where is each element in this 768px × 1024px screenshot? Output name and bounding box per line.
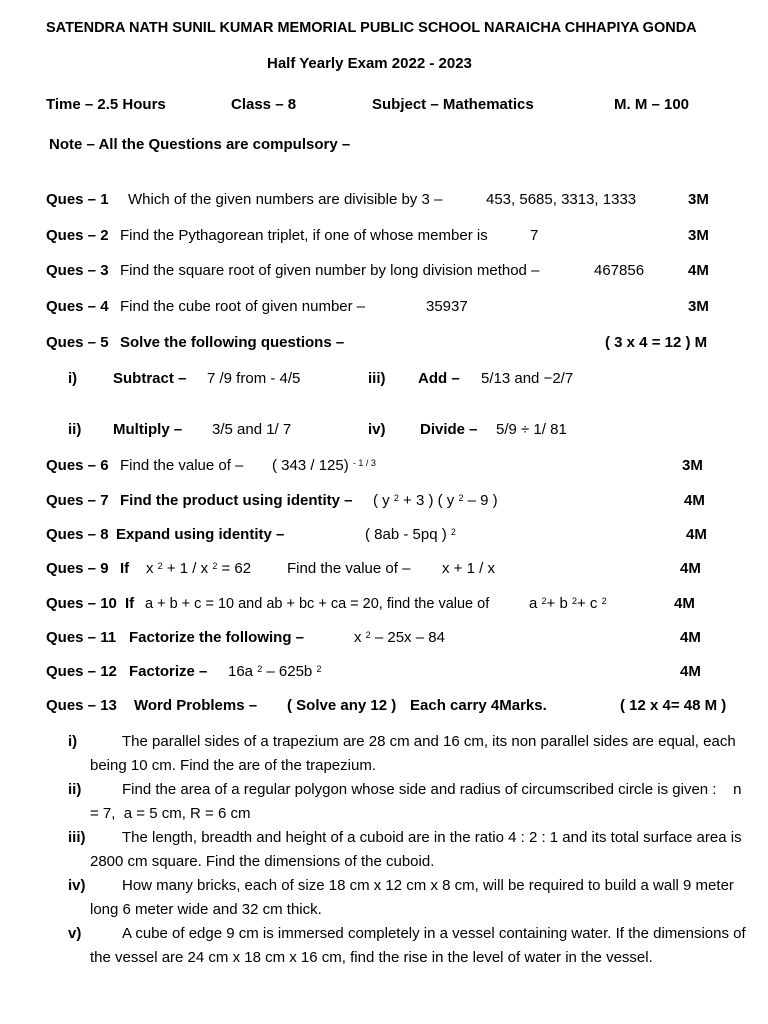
max-marks: M. M – 100 bbox=[614, 96, 690, 113]
q7-sq2: 2 bbox=[458, 493, 464, 503]
q1-marks: 3M bbox=[688, 191, 709, 208]
q9-label: Ques – 9 bbox=[46, 560, 109, 577]
q9-text: Find the value of – bbox=[287, 560, 411, 577]
school-name: SATENDRA NATH SUNIL KUMAR MEMORIAL PUBLIC SCHOOL NARAICHA CHHAPIYA GONDA bbox=[46, 20, 697, 36]
q13-choice: ( Solve any 12 ) bbox=[287, 697, 397, 714]
q5-marks: ( 3 x 4 = 12 ) M bbox=[605, 334, 708, 351]
q5-text: Solve the following questions – bbox=[120, 334, 345, 351]
q6-label: Ques – 6 bbox=[46, 457, 109, 474]
q11-label: Ques – 11 bbox=[46, 629, 117, 646]
exam-class: Class – 8 bbox=[231, 96, 297, 113]
q11-rest: – 25x – 84 bbox=[370, 629, 445, 646]
q7-y1: ( y bbox=[373, 492, 390, 509]
q8-expr: ( 8ab - 5pq ) bbox=[365, 526, 447, 543]
q10-sq2: 2 bbox=[571, 596, 577, 606]
q9-expression bbox=[146, 560, 251, 578]
q2-data: 7 bbox=[530, 227, 539, 244]
q1-data: 453, 5685, 3313, 1333 bbox=[486, 191, 637, 208]
q3-text: Find the square root of given number by long division method – bbox=[120, 262, 540, 279]
q5-part-ii-expr: 3/5 and 1/ 7 bbox=[212, 421, 292, 438]
q11-marks: 4M bbox=[680, 629, 701, 646]
q10-label: Ques – 10 bbox=[46, 595, 117, 612]
q6-marks: 3M bbox=[682, 457, 703, 474]
q9-sq2: 2 bbox=[212, 561, 218, 571]
wp-5-text: A cube of edge 9 cm is immersed completely in a vessel containing water. If the dimensions of the vessel are 24 cm x 18 cm x 16 cm, find the rise in the level of water in the vessel. bbox=[90, 925, 746, 966]
q11-x: x bbox=[354, 629, 362, 646]
q2-marks: 3M bbox=[688, 227, 709, 244]
q5-part-ii-num: ii) bbox=[68, 421, 82, 438]
q3-label: Ques – 3 bbox=[46, 262, 109, 279]
q12-sq1: 2 bbox=[257, 664, 263, 674]
q5-part-iv-op: Divide – bbox=[420, 421, 478, 438]
q1-label: Ques – 1 bbox=[46, 191, 109, 208]
wp-4-text: How many bricks, each of size 18 cm x 12 cm x 8 cm, will be required to build a wall 9 meter long 6 meter wide and 32 cm thick. bbox=[90, 877, 734, 918]
q7-part2: – 9 ) bbox=[463, 492, 498, 509]
q5-part-iv-expr: 5/9 ÷ 1/ 81 bbox=[496, 421, 567, 438]
q7-marks: 4M bbox=[684, 492, 705, 509]
q5-label: Ques – 5 bbox=[46, 334, 109, 351]
q12-a: 16a bbox=[228, 663, 254, 680]
q8-label: Ques – 8 bbox=[46, 526, 109, 543]
q7-sq1: 2 bbox=[393, 493, 399, 503]
wp-1-text: The parallel sides of a trapezium are 28 cm and 16 cm, its non parallel sides are equal, each being 10 cm. Find the are of the trapezium. bbox=[90, 733, 736, 774]
q9-part2: + 1 / x bbox=[162, 560, 209, 577]
q9-x: x bbox=[146, 560, 154, 577]
q2-text: Find the Pythagorean triplet, if one of whose member is bbox=[120, 227, 488, 244]
q1-text: Which of the given numbers are divisible by 3 – bbox=[128, 191, 443, 208]
wp-3-text: The length, breadth and height of a cuboid are in the ratio 4 : 2 : 1 and its total surface area is 2800 cm square. Find the dimensions of the cuboid. bbox=[90, 829, 742, 870]
q12-marks: 4M bbox=[680, 663, 701, 680]
wp-1-num: i) bbox=[68, 733, 78, 750]
q13-marks: ( 12 x 4= 48 M ) bbox=[620, 697, 727, 714]
q11-text: Factorize the following – bbox=[129, 629, 305, 646]
q10-marks: 4M bbox=[674, 595, 695, 612]
q4-data: 35937 bbox=[426, 298, 468, 315]
wp-3-num: iii) bbox=[68, 829, 86, 846]
q9-if: If bbox=[120, 560, 130, 577]
q10-if: If bbox=[125, 595, 135, 612]
q5-part-i-op: Subtract – bbox=[113, 370, 187, 387]
q2-label: Ques – 2 bbox=[46, 227, 109, 244]
q3-marks: 4M bbox=[688, 262, 709, 279]
q11-sq: 2 bbox=[365, 630, 371, 640]
note: Note – All the Questions are compulsory – bbox=[49, 136, 351, 153]
q7-label: Ques – 7 bbox=[46, 492, 109, 509]
q9-sq1: 2 bbox=[157, 561, 163, 571]
q6-base: ( 343 / 125) bbox=[272, 457, 349, 474]
wp-2-text: Find the area of a regular polygon whose side and radius of circumscribed circle is given : n = 7, a = 5 cm, R = 6 cm bbox=[90, 781, 746, 822]
wp-4-num: iv) bbox=[68, 877, 86, 894]
q7-expression bbox=[373, 492, 498, 510]
q5-part-iv-num: iv) bbox=[368, 421, 386, 438]
q5-part-iii-expr: 5/13 and −2/7 bbox=[481, 370, 574, 387]
exam-subject: Subject – Mathematics bbox=[372, 96, 534, 113]
q5-part-iii-op: Add – bbox=[418, 370, 460, 387]
q7-text: Find the product using identity – bbox=[120, 492, 353, 509]
exam-title: Half Yearly Exam 2022 - 2023 bbox=[267, 55, 472, 72]
q5-part-i-num: i) bbox=[68, 370, 78, 387]
q9-part3: = 62 bbox=[217, 560, 252, 577]
q13-label: Ques – 13 bbox=[46, 697, 117, 714]
q4-marks: 3M bbox=[688, 298, 709, 315]
q10-sq3: 2 bbox=[601, 596, 607, 606]
q4-text: Find the cube root of given number – bbox=[120, 298, 366, 315]
q6-exponent: - 1 / 3 bbox=[352, 458, 376, 468]
q12-sq2: 2 bbox=[316, 664, 322, 674]
q9-marks: 4M bbox=[680, 560, 701, 577]
q12-text: Factorize – bbox=[129, 663, 208, 680]
exam-time: Time – 2.5 Hours bbox=[46, 96, 166, 113]
q10-text: a + b + c = 10 and ab + bc + ca = 20, find the value of bbox=[145, 596, 490, 612]
q10-c: + c bbox=[577, 595, 598, 612]
q10-b: + b bbox=[546, 595, 568, 612]
q12-label: Ques – 12 bbox=[46, 663, 117, 680]
q7-part1: + 3 ) ( y bbox=[398, 492, 455, 509]
q13-carry: Each carry 4Marks. bbox=[410, 697, 547, 714]
q6-text: Find the value of – bbox=[120, 457, 244, 474]
q12-b: – 625b bbox=[262, 663, 313, 680]
q8-expression bbox=[365, 526, 456, 544]
q8-marks: 4M bbox=[686, 526, 707, 543]
q10-expression bbox=[529, 595, 607, 613]
q10-sq1: 2 bbox=[541, 596, 547, 606]
q10-a: a bbox=[529, 595, 538, 612]
q8-sq: 2 bbox=[450, 527, 456, 537]
q4-label: Ques – 4 bbox=[46, 298, 109, 315]
wp-2-num: ii) bbox=[68, 781, 82, 798]
q8-text: Expand using identity – bbox=[116, 526, 285, 543]
q13-text: Word Problems – bbox=[134, 697, 258, 714]
q5-part-iii-num: iii) bbox=[368, 370, 386, 387]
q12-expression bbox=[228, 663, 321, 681]
q11-expression bbox=[354, 629, 445, 647]
wp-5-num: v) bbox=[68, 925, 82, 942]
q5-part-ii-op: Multiply – bbox=[113, 421, 183, 438]
q6-expression bbox=[272, 457, 376, 475]
q9-find: x + 1 / x bbox=[442, 560, 495, 577]
q3-data: 467856 bbox=[594, 262, 645, 279]
q5-part-i-expr: 7 /9 from - 4/5 bbox=[207, 370, 301, 387]
